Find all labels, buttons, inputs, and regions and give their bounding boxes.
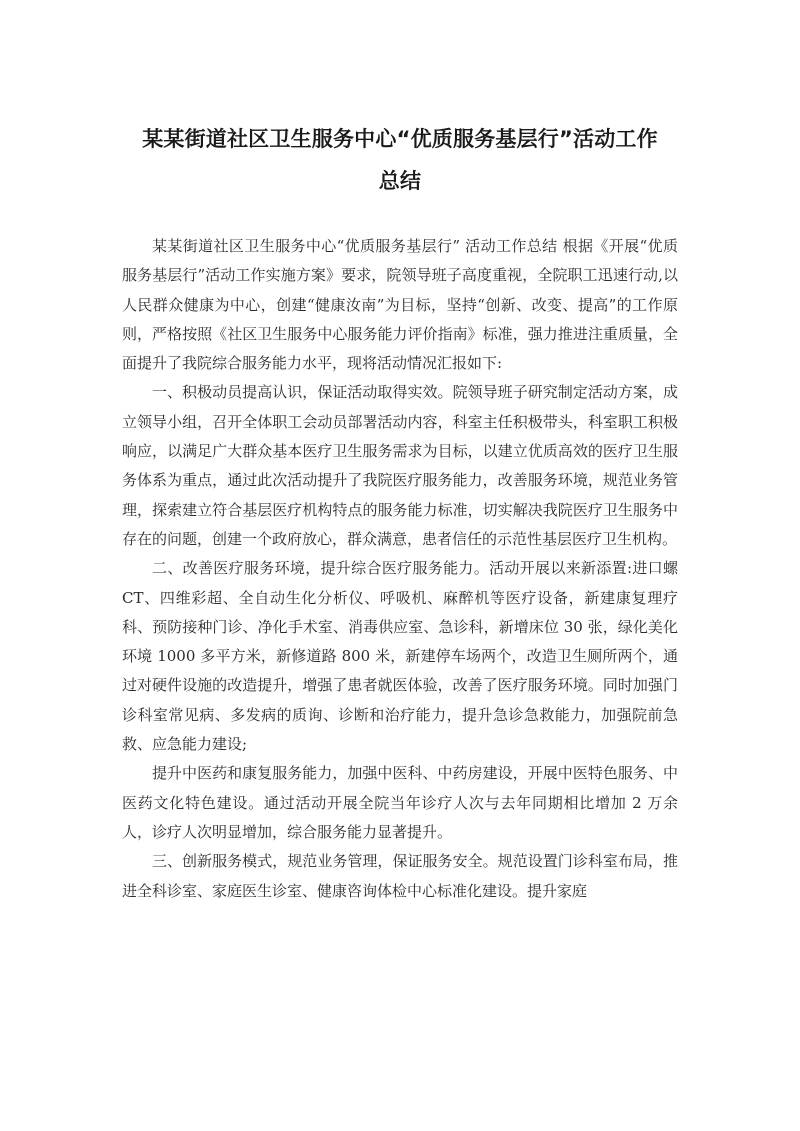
title-line-1: 某某街道社区卫生服务中心“优质服务基层行”活动工作 (142, 127, 658, 151)
paragraph-section-2: 二、改善医疗服务环境，提升综合医疗服务能力。活动开展以来新添置:进口螺 CT、四维彩超、全自动生化分析仪、呼吸机、麻醉机等医疗设备，新建康复理疗科、预防接种门诊、净化手术室、消毒供应室、急诊科，新增床位 30 张，绿化美化环境 1000 多平方米，新修道路 800 米，新建停车场两个，改造卫生厕所两个，通过对硬件设施的改造提升，增强了患者就医体验，改善了医疗服务环境。同时加强门诊科室常见病、多发病的质询、诊断和治疗能力，提升急诊急救能力，加强院前急救、应急能力建设; (122, 559, 678, 754)
document-body (122, 232, 678, 906)
title-line-2: 总结 (378, 169, 422, 193)
document-title (110, 118, 690, 202)
paragraph-section-1: 一、积极动员提高认识，保证活动取得实效。院领导班子研究制定活动方案，成立领导小组，召开全体职工会动员部署活动内容，科室主任积极带头，科室职工积极响应，以满足广大群众基本医疗卫生服务需求为目标，以建立优质高效的医疗卫生服务体系为重点，通过此次活动提升了我院医疗服务能力，改善服务环境，规范业务管理，探索建立符合基层医疗机构特点的服务能力标准，切实解决我院医疗卫生服务中存在的问题，创建一个政府放心，群众满意，患者信任的示范性基层医疗卫生机构。 (122, 383, 678, 548)
paragraph-section-3: 三、创新服务模式，规范业务管理，保证服务安全。规范设置门诊科室布局，推进全科诊室、家庭医生诊室、健康咨询体检中心标准化建设。提升家庭 (122, 852, 678, 900)
paragraph-intro: 某某街道社区卫生服务中心“优质服务基层行” 活动工作总结 根据《开展“优质服务基层行”活动工作实施方案》要求，院领导班子高度重视，全院职工迅速行动,以人民群众健康为中心，创建“健康汝南”为目标，坚持“创新、改变、提高”的工作原则，严格按照《社区卫生服务中心服务能力评价指南》标准，强力推进注重质量，全面提升了我院综合服务能力水平，现将活动情况汇报如下: (122, 237, 678, 373)
paragraph-section-2-continued: 提升中医药和康复服务能力，加强中医科、中药房建设，开展中医特色服务、中医药文化特色建设。通过活动开展全院当年诊疗人次与去年同期相比增加 2 万余人，诊疗人次明显增加，综合服务能力显著提升。 (122, 764, 678, 841)
